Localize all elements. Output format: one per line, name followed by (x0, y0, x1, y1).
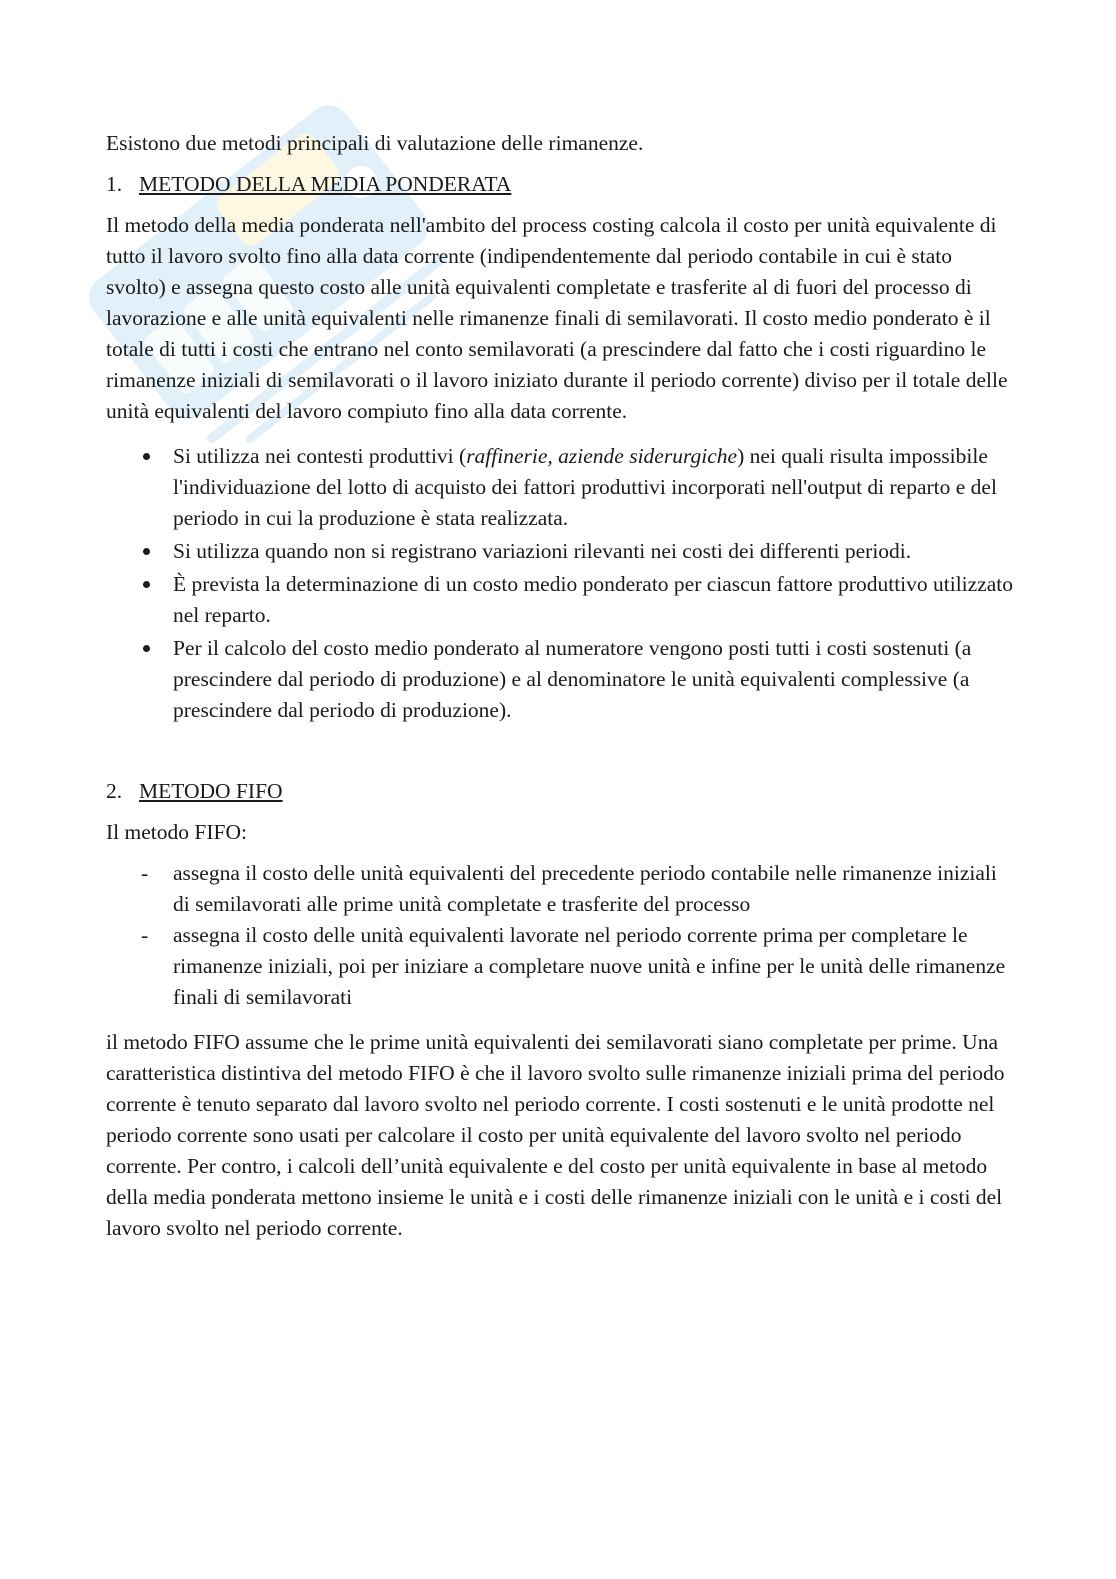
section2-number: 2. (106, 779, 123, 803)
bullet-item (173, 441, 1016, 534)
bullet-item: Per il calcolo del costo medio ponderato al numeratore vengono posti tutti i costi sostenuti (a prescindere dal periodo di produzione) e al denominatore le unità equivalenti complessive (a prescindere dal periodo di produzione). (173, 633, 1016, 726)
section2-dash-list (106, 858, 1016, 1013)
section2-lead: Il metodo FIFO: (106, 820, 247, 844)
section2-title: METODO FIFO (139, 779, 283, 803)
section1-title: METODO DELLA MEDIA PONDERATA (139, 172, 512, 196)
dash-item: - assegna il costo delle unità equivalenti lavorate nel periodo corrente prima per completare le rimanenze iniziali, poi per iniziare a completare nuove unità e infine per le unità delle rimanenze finali di semilavorati (173, 920, 1016, 1013)
intro-text: Esistono due metodi principali di valutazione delle rimanenze. (106, 131, 644, 155)
section2-paragraph: il metodo FIFO assume che le prime unità equivalenti dei semilavorati siano completate per prime. Una caratteristica distintiva del metodo FIFO è che il lavoro svolto sulle rimanenze iniziali prima del periodo corrente è tenuto separato dal lavoro svolto nel periodo corrente. I costi sostenuti e le unità prodotte nel periodo corrente sono usati per calcolare il costo per unità equivalente del lavoro svolto nel periodo corrente. Per contro, i calcoli dell’unità equivalente e del costo per unità equivalente in base al metodo della media ponderata mettono insieme le unità e i costi delle rimanenze iniziali con le unità e i costi del lavoro svolto nel periodo corrente. (106, 1030, 1005, 1240)
bullet1-text-before: Si utilizza nei contesti produttivi ( (173, 444, 467, 468)
section1-bullet-list (106, 441, 1016, 726)
dash-item: - assegna il costo delle unità equivalenti del precedente periodo contabile nelle rimanenze iniziali di semilavorati alle prime unità completate e trasferite del processo (173, 858, 1016, 920)
section1-heading (106, 169, 1016, 200)
section1-paragraph: Il metodo della media ponderata nell'ambito del process costing calcola il costo per unità equivalente di tutto il lavoro svolto fino alla data corrente (indipendentemente dal periodo contabile in cui è stato svolto) e assegna questo costo alle unità equivalenti completate e trasferite al di fuori del processo di lavorazione e alle unità equivalenti nelle rimanenze finali di semilavorati. Il costo medio ponderato è il totale di tutti i costi che entrano nel conto semilavorati (a prescindere dal fatto che i costi riguardino le rimanenze iniziali di semilavorati o il lavoro iniziato durante il periodo corrente) diviso per il totale delle unità equivalenti del lavoro compiuto fino alla data corrente. (106, 213, 1008, 423)
section-gap (106, 728, 1016, 776)
section2-heading (106, 776, 1016, 807)
bullet1-text-after: ) nei quali risulta impossibile l'individuazione del lotto di acquisto dei fattori produttivi incorporati nell'output di reparto e del periodo in cui la produzione è stata realizzata. (173, 444, 997, 530)
section1-number: 1. (106, 172, 123, 196)
bullet1-text-italic: raffinerie, aziende siderurgiche (466, 444, 738, 468)
bullet-item: È prevista la determinazione di un costo medio ponderato per ciascun fattore produttivo utilizzato nel reparto. (173, 569, 1016, 631)
document-page (106, 128, 1016, 1258)
bullet-item: Si utilizza quando non si registrano variazioni rilevanti nei costi dei differenti periodi. (173, 536, 1016, 567)
